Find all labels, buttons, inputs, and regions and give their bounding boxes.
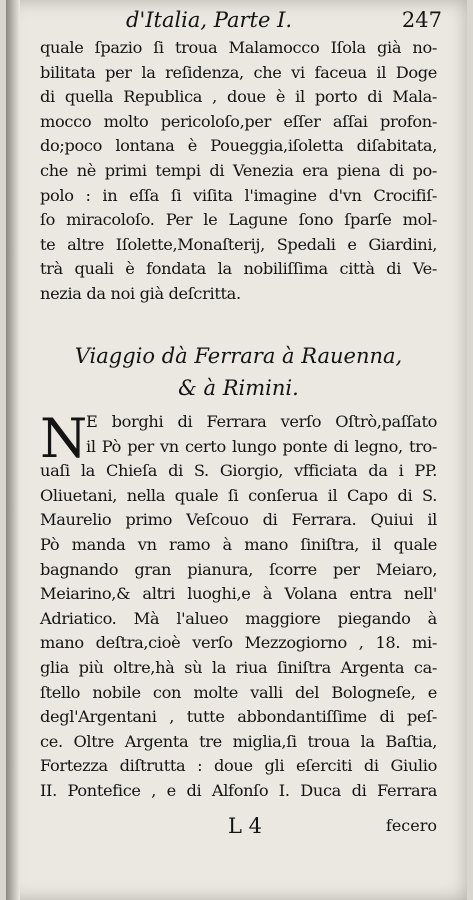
book-page: [6, 0, 467, 900]
text-line: polo : in eſſa ſi viſita l'imagine d'vn Crocifiſ-: [40, 185, 437, 205]
text-line: E borghi di Ferrara verſo Oſtrò,paſſato: [86, 412, 437, 431]
text-line: bilitata per la reſidenza, che vi faceua il Doge: [40, 62, 437, 82]
text-line: bagnando gran pianura, ſcorre per Meiaro,: [40, 559, 437, 579]
catchword: fecero: [385, 816, 437, 835]
text-line: Maurelio primo Veſcouo di Ferrara. Quiui il: [40, 510, 437, 530]
text-line: Fortezza diſtrutta : doue gli eſerciti di Giulio: [40, 756, 437, 776]
text-line: mano deſtra,cioè verſo Mezzogiorno , 18. mi-: [40, 633, 437, 653]
text-line: Pò manda vn ramo à mano ſiniſtra, il quale: [40, 534, 437, 554]
text-line: do;poco lontana è Poueggia,iſoletta diſabitata,: [40, 136, 437, 156]
paragraph-2: [40, 407, 437, 804]
text-line: nezia da noi già deſcritta.: [40, 283, 241, 303]
running-header: [126, 8, 442, 32]
text-line: che nè primi tempi di Venezia era piena di po-: [40, 160, 437, 180]
running-title: d'Italia, Parte I.: [126, 8, 293, 32]
drop-cap: N: [40, 407, 88, 470]
text-line: Meiarino,& altri luoghi,e à Volana entra nell': [40, 584, 437, 604]
section-title-line: & à Rimini.: [178, 376, 299, 400]
page-footer: [40, 814, 437, 844]
text-line: mocco molto pericoloſo,per eſſer aſſai profon-: [40, 111, 437, 131]
text-line: Adriatico. Mà l'alueo maggiore piegando à: [40, 608, 437, 628]
paragraph-1: [40, 36, 437, 307]
page-number: 247: [401, 8, 442, 32]
text-line: Oliuetani, nella quale ſi conſerua il Capo di S.: [40, 485, 437, 505]
section-title-line: Viaggio dà Ferrara à Rauenna,: [74, 344, 403, 368]
text-line: il Pò per vn certo lungo ponte di legno, tro-: [86, 436, 437, 456]
text-line: uaſi la Chieſa di S. Giorgio, vfficiata da i PP.: [40, 461, 437, 481]
text-line: quale ſpazio ſi troua Malamocco Iſola già no-: [40, 38, 437, 57]
text-line: glia più oltre,hà sù la riua ſiniſtra Argenta ca-: [40, 657, 437, 677]
text-line: ce. Oltre Argenta tre miglia,ſi troua la Baſtia,: [40, 731, 437, 751]
text-line: di quella Republica , doue è il porto di Mala-: [40, 87, 437, 107]
text-line: degl'Argentani , tutte abbondantiſſime di peſ-: [40, 707, 437, 727]
text-line: ſtello nobile con molte valli del Bologneſe, e: [40, 682, 437, 702]
text-line: te altre Iſolette,Monaſterij, Spedali e Giardini,: [40, 234, 437, 254]
text-line: ſo miracoloſo. Per le Lagune ſono ſparſe mol-: [40, 210, 437, 230]
signature-mark: L 4: [228, 814, 262, 838]
text-line: II. Pontefice , e di Alfonſo I. Duca di Ferrara: [40, 780, 437, 800]
text-line: trà quali è fondata la nobiliſſima città di Ve-: [40, 259, 437, 279]
section-title: [40, 340, 437, 404]
